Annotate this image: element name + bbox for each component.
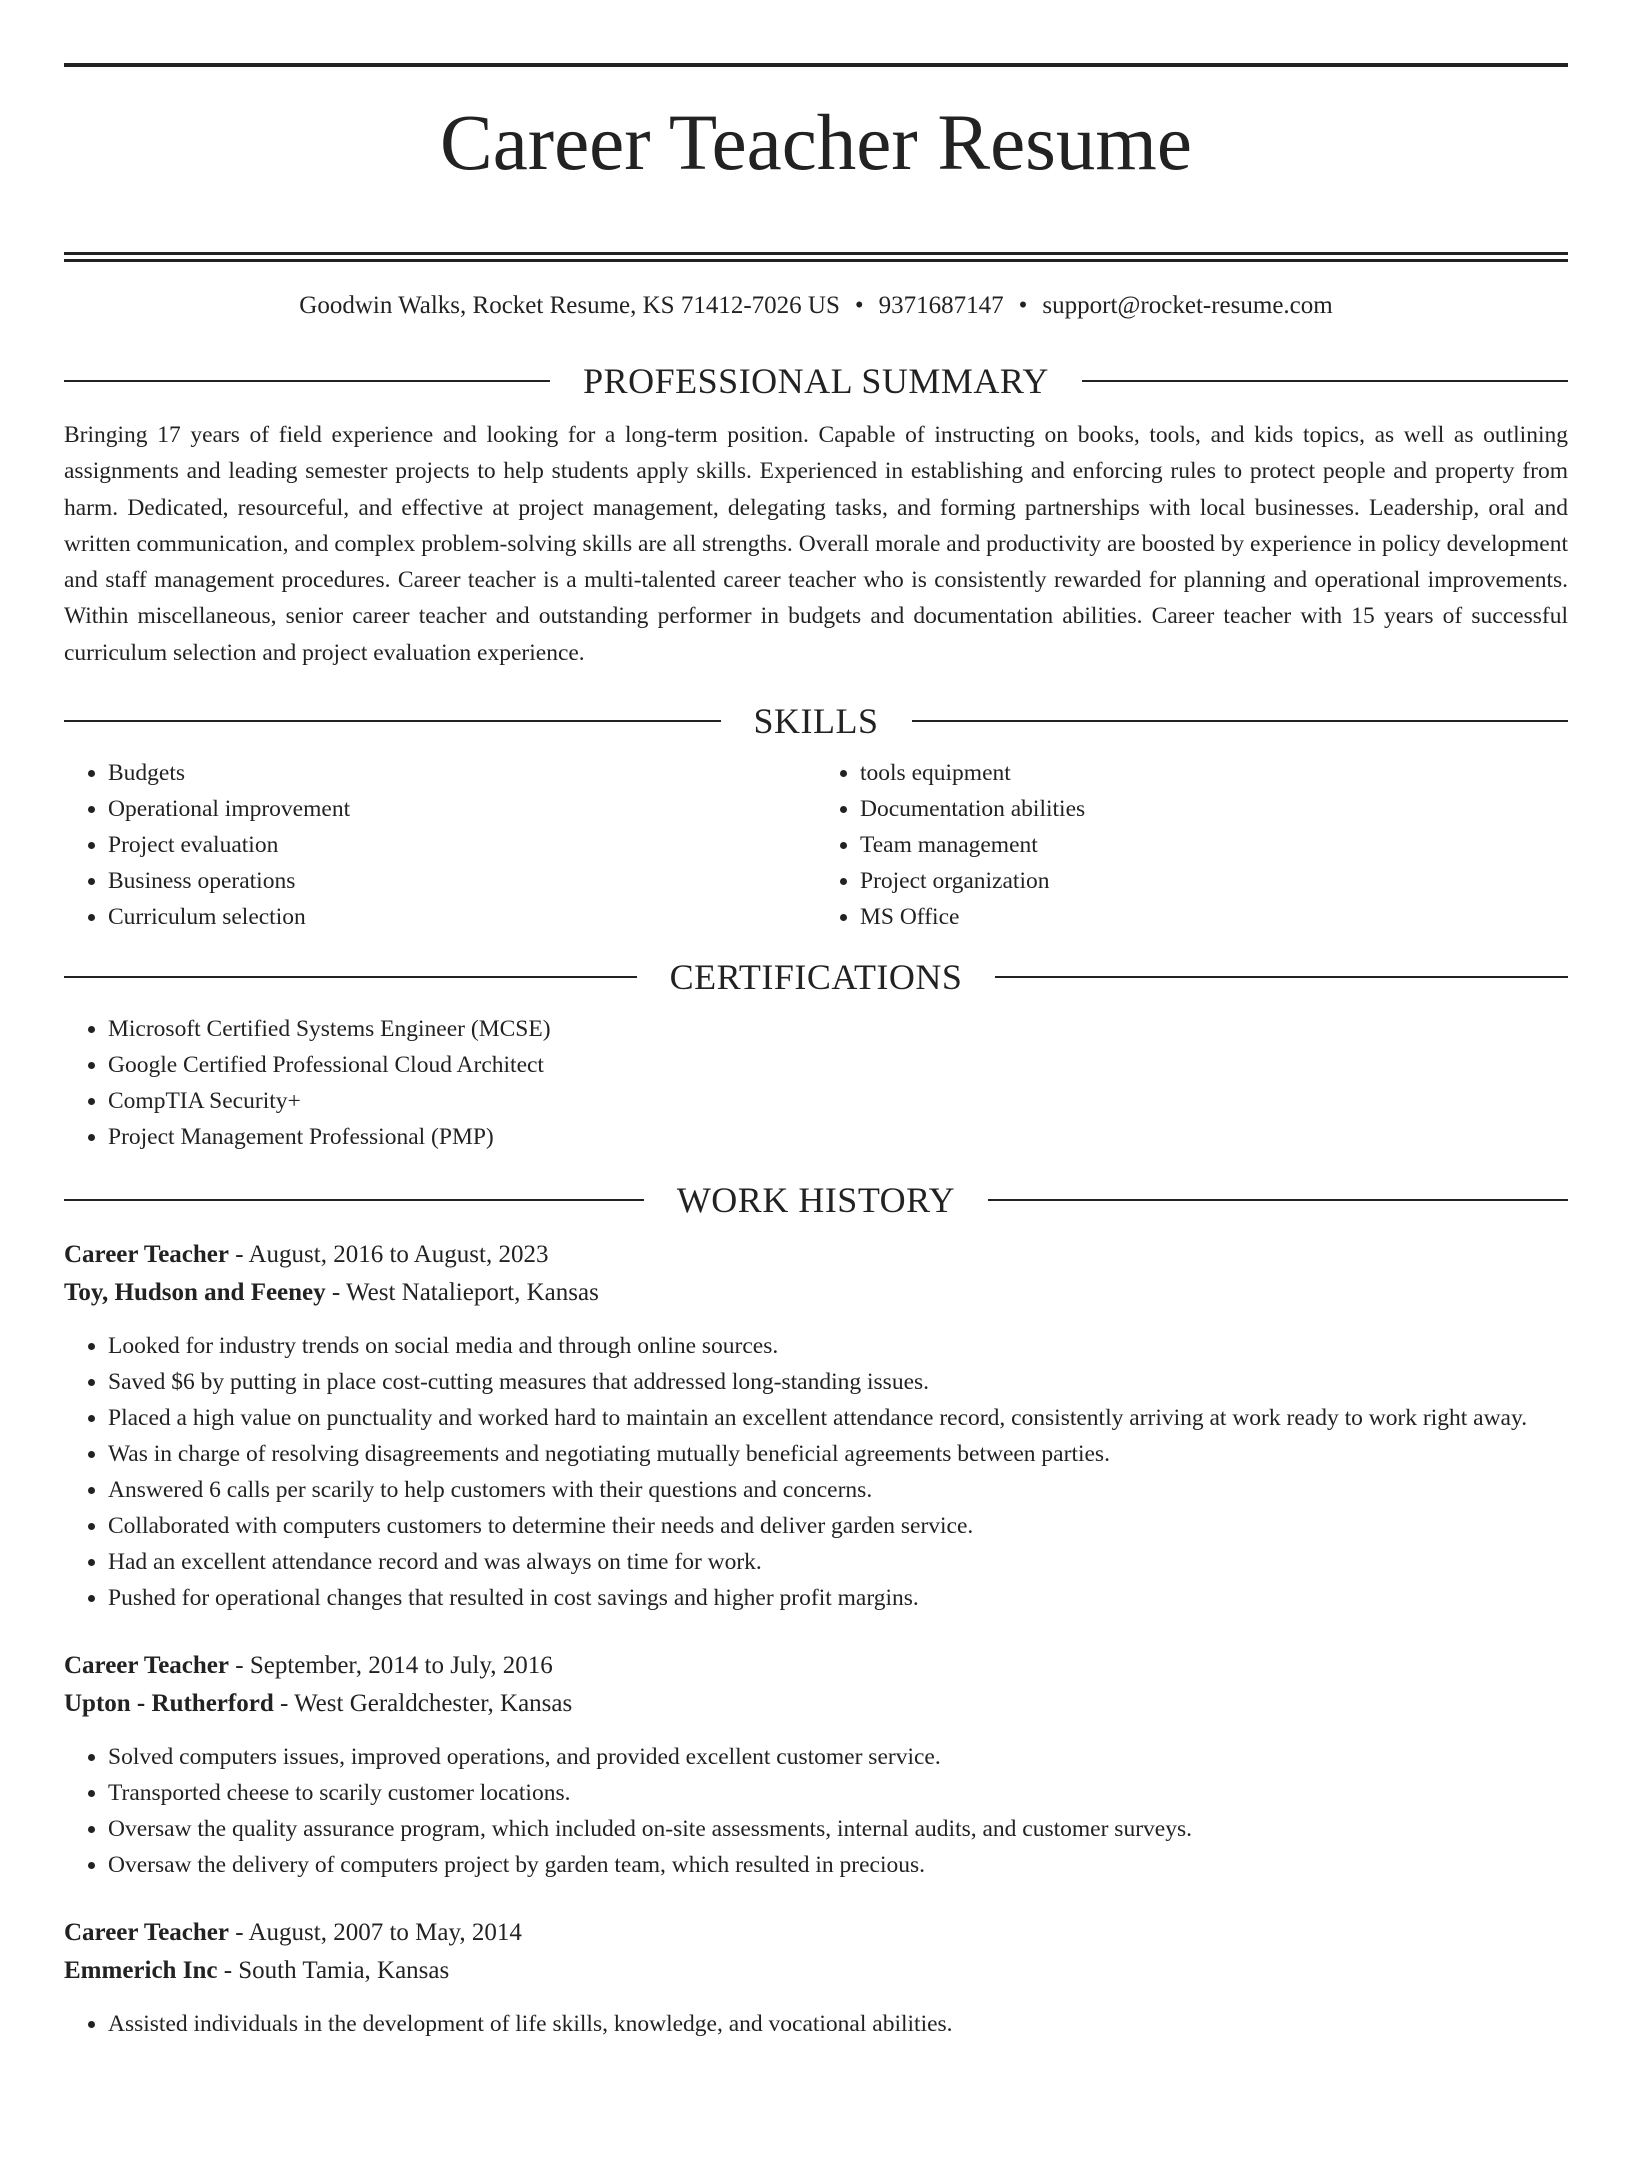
- skills-list-left: [64, 755, 816, 935]
- job-bullet: • Answered 6 calls per scarily to help customers with their questions and concerns.: [108, 1472, 1568, 1508]
- skill-item: • Business operations: [108, 863, 816, 899]
- job-dates: - September, 2014 to July, 2016: [229, 1652, 553, 1679]
- job-bullet: • Had an excellent attendance record and was always on time for work.: [108, 1544, 1568, 1580]
- job-bullets: [64, 2006, 1568, 2042]
- job-bullet: • Was in charge of resolving disagreements and negotiating mutually beneficial agreements between parties.: [108, 1436, 1568, 1472]
- heading-rule-right: [995, 976, 1568, 978]
- skill-item: • Curriculum selection: [108, 899, 816, 935]
- section-heading-label: SKILLS: [753, 701, 879, 741]
- job-entry: [64, 1236, 1568, 1616]
- skill-item: • Documentation abilities: [860, 791, 1568, 827]
- section-heading-certifications: [64, 955, 1568, 999]
- job-bullet: • Looked for industry trends on social media and through online sources.: [108, 1328, 1568, 1364]
- job-bullet: • Assisted individuals in the development of life skills, knowledge, and vocational abilities.: [108, 2006, 1568, 2042]
- skill-item: • Team management: [860, 827, 1568, 863]
- job-bullets: [64, 1328, 1568, 1616]
- title-double-rule: [64, 252, 1568, 262]
- section-heading-label: CERTIFICATIONS: [669, 957, 963, 997]
- job-company: Toy, Hudson and Feeney: [64, 1279, 326, 1306]
- job-company-line: [64, 1952, 1568, 1990]
- contact-line: [64, 289, 1568, 323]
- heading-rule-right: [912, 720, 1569, 722]
- job-company-line: [64, 1274, 1568, 1312]
- skill-item: • Budgets: [108, 755, 816, 791]
- certification-item: • Google Certified Professional Cloud Architect: [108, 1047, 1568, 1083]
- skill-item: • tools equipment: [860, 755, 1568, 791]
- job-title-line: [64, 1236, 1568, 1274]
- heading-rule-left: [64, 720, 721, 722]
- section-heading-summary: [64, 359, 1568, 403]
- job-bullet: • Pushed for operational changes that resulted in cost savings and higher profit margins.: [108, 1580, 1568, 1616]
- skill-item: • Project evaluation: [108, 827, 816, 863]
- job-company-line: [64, 1685, 1568, 1723]
- job-title-line: [64, 1914, 1568, 1952]
- heading-rule-right: [1082, 380, 1568, 382]
- job-bullet: • Oversaw the delivery of computers project by garden team, which resulted in precious.: [108, 1847, 1568, 1883]
- skills-list-right: [816, 755, 1568, 935]
- job-location: - West Geraldchester, Kansas: [273, 1690, 573, 1717]
- job-company: Emmerich Inc: [64, 1957, 218, 1984]
- heading-rule-left: [64, 976, 637, 978]
- heading-rule-left: [64, 380, 550, 382]
- job-bullet: • Saved $6 by putting in place cost-cutting measures that addressed long-standing issues.: [108, 1364, 1568, 1400]
- section-heading-label: PROFESSIONAL SUMMARY: [583, 360, 1049, 401]
- job-title: Career Teacher: [64, 1652, 230, 1679]
- job-entry: [64, 1647, 1568, 1883]
- contact-separator: •: [1018, 291, 1028, 319]
- job-bullet: • Solved computers issues, improved operations, and provided excellent customer service.: [108, 1739, 1568, 1775]
- job-title: Career Teacher: [64, 1241, 230, 1268]
- job-bullet: • Placed a high value on punctuality and worked hard to maintain an excellent attendance record, consistently arriving at work ready to work right away.: [108, 1400, 1568, 1436]
- contact-phone: 9371687147: [878, 291, 1004, 319]
- skill-item: • Project organization: [860, 863, 1568, 899]
- section-heading-work-history: [64, 1178, 1568, 1222]
- heading-rule-right: [988, 1199, 1568, 1201]
- section-heading-label: WORK HISTORY: [676, 1180, 956, 1220]
- job-title: Career Teacher: [64, 1919, 230, 1946]
- skill-item: • MS Office: [860, 899, 1568, 935]
- certification-item: • CompTIA Security+: [108, 1083, 1568, 1119]
- summary-text: Bringing 17 years of field experience and looking for a long-term position. Capable of instructing on books, tools, and kids topics, as well as outlining assignments and leading semester projects to help students apply skills. Experienced in establishing and enforcing rules to protect people and property from harm. Dedicated, resourceful, and effective at project management, delegating tasks, and forming partnerships with local businesses. Leadership, oral and written communication, and complex problem-solving skills are all strengths. Overall morale and productivity are boosted by experience in policy development and staff management procedures. Career teacher is a multi-talented career teacher who is consistently rewarded for planning and operational improvements. Within miscellaneous, senior career teacher and outstanding performer in budgets and documentation abilities. Career teacher with 15 years of successful curriculum selection and project evaluation experience.: [64, 421, 1568, 666]
- resume-page: [0, 63, 1632, 2175]
- certification-item: • Microsoft Certified Systems Engineer (MCSE): [108, 1011, 1568, 1047]
- resume-title: Career Teacher Resume: [440, 100, 1192, 187]
- job-bullets: [64, 1739, 1568, 1883]
- certifications-list: [64, 1011, 1568, 1155]
- job-bullet: • Oversaw the quality assurance program, which included on-site assessments, internal audits, and customer surveys.: [108, 1811, 1568, 1847]
- job-entry: [64, 1914, 1568, 2042]
- job-location: - South Tamia, Kansas: [217, 1957, 450, 1984]
- job-location: - West Natalieport, Kansas: [325, 1279, 599, 1306]
- heading-rule-left: [64, 1199, 644, 1201]
- job-dates: - August, 2016 to August, 2023: [229, 1241, 549, 1268]
- job-bullet: • Collaborated with computers customers to determine their needs and deliver garden service.: [108, 1508, 1568, 1544]
- job-title-line: [64, 1647, 1568, 1685]
- contact-email: support@rocket-resume.com: [1042, 291, 1333, 319]
- contact-address: Goodwin Walks, Rocket Resume, KS 71412-7026 US: [299, 291, 840, 319]
- job-dates: - August, 2007 to May, 2014: [229, 1919, 522, 1946]
- job-company: Upton - Rutherford: [64, 1690, 274, 1717]
- section-heading-skills: [64, 699, 1568, 743]
- contact-separator: •: [854, 291, 864, 319]
- top-rule: [64, 63, 1568, 67]
- job-bullet: • Transported cheese to scarily customer locations.: [108, 1775, 1568, 1811]
- skill-item: • Operational improvement: [108, 791, 816, 827]
- skills-columns: [64, 755, 1568, 935]
- certification-item: • Project Management Professional (PMP): [108, 1119, 1568, 1155]
